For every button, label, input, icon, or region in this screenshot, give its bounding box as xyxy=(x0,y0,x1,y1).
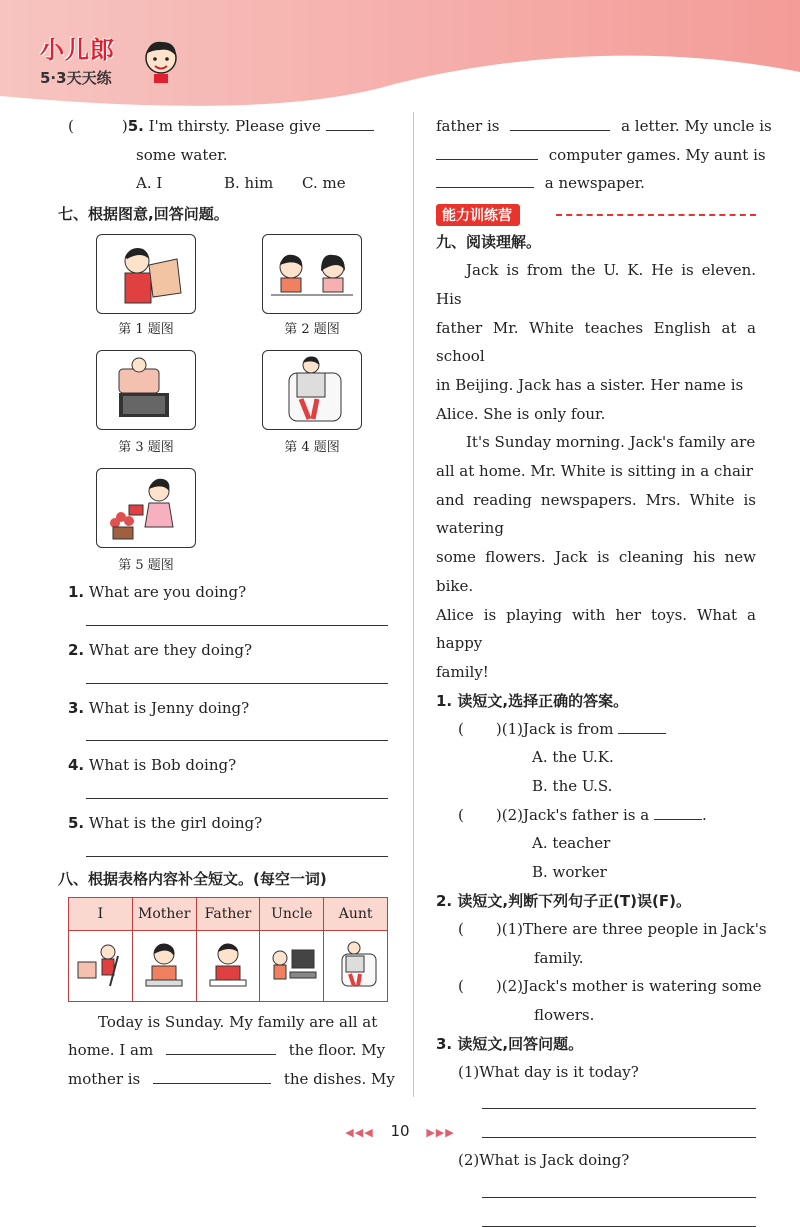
family-table xyxy=(68,897,388,1002)
washing-dishes-icon xyxy=(136,936,192,992)
reading-newspaper-icon xyxy=(328,936,384,992)
mascot-icon xyxy=(140,38,182,84)
reading-line: and reading newspapers. Mrs. White is watering xyxy=(436,490,756,538)
passage-line: father is a letter. My uncle is xyxy=(436,117,772,135)
section-8-title: 八、根据表格内容补全短文。(每空一词) xyxy=(58,869,327,888)
writing-letter-icon xyxy=(200,936,256,992)
question-5-options xyxy=(68,169,398,198)
caption-1: 第 1 题图 xyxy=(118,322,174,338)
right-column xyxy=(436,112,772,1227)
q2-b-cont: flowers. xyxy=(534,1005,595,1024)
banner-dash xyxy=(556,214,756,216)
question-item: 5. What is the girl doing? xyxy=(68,813,263,832)
fill-blank[interactable] xyxy=(166,1040,276,1055)
question-item: 4. What is Bob doing? xyxy=(68,756,237,775)
q2-b: ( )(2)Jack's mother is watering some xyxy=(458,977,762,996)
option-b[interactable]: B. worker xyxy=(532,863,607,882)
picture-4 xyxy=(262,350,362,430)
table-header: Father xyxy=(196,897,260,930)
brand-title: 小儿郎 xyxy=(40,36,115,64)
caption-4: 第 4 题图 xyxy=(284,440,340,456)
picture-grid xyxy=(68,228,398,578)
answer-line[interactable] xyxy=(482,1108,756,1109)
answer-blank[interactable] xyxy=(326,116,374,131)
q3-title: 3. 读短文,回答问题。 xyxy=(436,1034,584,1053)
section-9-title: 九、阅读理解。 xyxy=(436,233,542,252)
picture-3 xyxy=(96,350,196,430)
table-header: Uncle xyxy=(260,897,324,930)
reading-line: father Mr. White teaches English at a school xyxy=(436,318,756,366)
passage-line: Today is Sunday. My family are all at xyxy=(98,1012,378,1031)
fill-blank[interactable] xyxy=(618,719,666,734)
table-header: I xyxy=(69,897,133,930)
q3-a: (1)What day is it today? xyxy=(458,1062,639,1081)
answer-line[interactable] xyxy=(86,798,388,799)
watering-flowers-icon xyxy=(97,469,195,547)
reading-line: It's Sunday morning. Jack's family are xyxy=(466,433,756,452)
question-5: ( )5. I'm thirsty. Please give xyxy=(68,112,398,141)
table-cell xyxy=(324,930,388,1001)
sweeping-floor-icon xyxy=(72,936,128,992)
picture-5 xyxy=(96,468,196,548)
passage-line: a newspaper. xyxy=(436,169,756,198)
q1-a: ( )(1)Jack is from xyxy=(436,715,756,744)
picture-1 xyxy=(96,234,196,314)
fill-blank[interactable] xyxy=(436,145,538,160)
picture-2 xyxy=(262,234,362,314)
q2-a-cont: family. xyxy=(534,948,584,967)
option-b[interactable]: B. him xyxy=(224,174,274,193)
page-number xyxy=(0,1122,800,1140)
left-column xyxy=(58,112,398,1094)
table-cell xyxy=(132,930,196,1001)
question-item: 3. What is Jenny doing? xyxy=(68,698,250,717)
reading-line: Alice. She is only four. xyxy=(436,404,606,423)
fill-blank[interactable] xyxy=(436,173,534,188)
reading-line: some flowers. Jack is cleaning his new bike. xyxy=(436,548,756,595)
table-cell xyxy=(260,930,324,1001)
question-5-cont: some water. xyxy=(136,145,228,164)
passage-line: computer games. My aunt is xyxy=(436,141,756,170)
option-a[interactable]: A. I xyxy=(136,174,163,193)
answer-line[interactable] xyxy=(86,856,388,857)
question-item: 1. What are you doing? xyxy=(68,583,247,602)
reading-line: Jack is from the U. K. He is eleven. His xyxy=(436,261,756,308)
answer-line[interactable] xyxy=(86,740,388,741)
two-children-writing-icon xyxy=(263,235,361,313)
caption-2: 第 2 题图 xyxy=(284,322,340,338)
reading-line: in Beijing. Jack has a sister. Her name is xyxy=(436,375,744,394)
reading-line: family! xyxy=(436,662,489,681)
prev-arrows-icon: ◀◀◀ xyxy=(345,1126,374,1139)
caption-3: 第 3 题图 xyxy=(118,440,174,456)
answer-line[interactable] xyxy=(86,625,388,626)
answer-line[interactable] xyxy=(482,1197,756,1198)
table-cell xyxy=(196,930,260,1001)
playing-computer-icon xyxy=(264,936,320,992)
next-arrows-icon: ▶▶▶ xyxy=(426,1126,455,1139)
passage-line: mother is the dishes. My xyxy=(68,1070,395,1089)
watching-tv-icon xyxy=(97,351,195,429)
passage-line: home. I am the floor. My xyxy=(68,1041,386,1060)
section-banner xyxy=(436,200,756,228)
option-c[interactable]: C. me xyxy=(302,174,346,193)
fill-blank[interactable] xyxy=(654,805,702,820)
reading-line: all at home. Mr. White is sitting in a chair xyxy=(436,462,753,481)
section-7-questions xyxy=(68,578,398,857)
option-b[interactable]: B. the U.S. xyxy=(532,777,613,796)
fill-blank[interactable] xyxy=(510,116,610,131)
reading-line: Alice is playing with her toys. What a happy xyxy=(436,605,756,653)
table-header: Aunt xyxy=(324,897,388,930)
column-divider xyxy=(413,112,414,1097)
q3-b: (2)What is Jack doing? xyxy=(458,1151,630,1170)
section-7-title: 七、根据图意,回答问题。 xyxy=(58,205,229,224)
q2-title: 2. 读短文,判断下列句子正(T)误(F)。 xyxy=(436,891,691,910)
q2-a: ( )(1)There are three people in Jack's xyxy=(458,919,767,938)
option-a[interactable]: A. the U.K. xyxy=(532,748,614,767)
fill-blank[interactable] xyxy=(153,1069,271,1084)
banner-tag: 能力训练营 xyxy=(436,204,520,226)
header-band xyxy=(0,0,800,110)
reading-boy-icon xyxy=(97,235,195,313)
answer-line[interactable] xyxy=(86,683,388,684)
table-cell xyxy=(69,930,133,1001)
question-item: 2. What are they doing? xyxy=(68,640,253,659)
option-a[interactable]: A. teacher xyxy=(532,834,611,853)
page-number-text: 10 xyxy=(390,1122,410,1140)
q1-b: ( )(2)Jack's father is a . xyxy=(458,805,707,824)
caption-5: 第 5 题图 xyxy=(118,558,174,574)
q1-title: 1. 读短文,选择正确的答案。 xyxy=(436,691,629,710)
reading-newspaper-chair-icon xyxy=(263,351,361,429)
series-title: 5·3天天练 xyxy=(40,69,112,87)
table-header: Mother xyxy=(132,897,196,930)
brand-logo xyxy=(40,30,115,88)
